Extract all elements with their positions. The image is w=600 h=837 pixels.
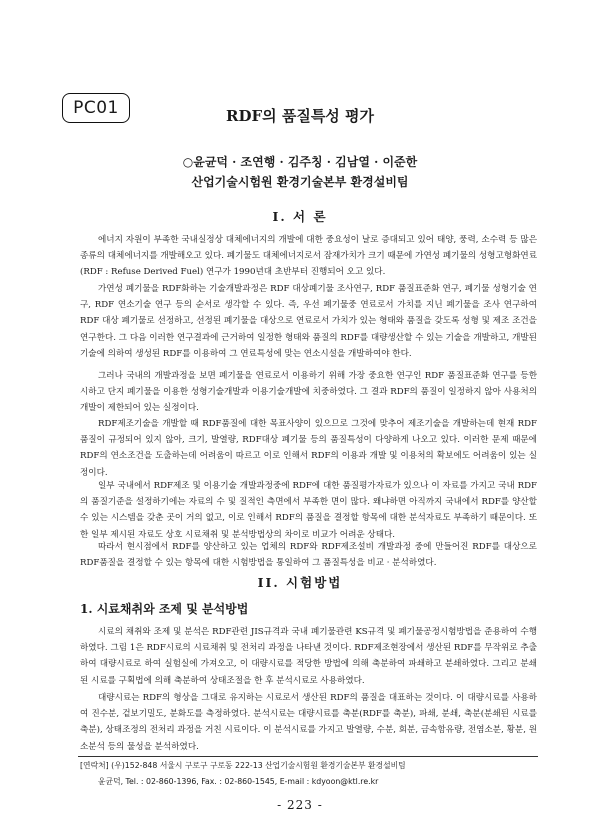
methods-paragraph: 대량시료는 RDF의 형상을 그대로 유지하는 시료로서 생산된 RDF의 품질을 대표하는 것이다. 이 대량시료를 사용하여 진수분, 겉보기밀도, 분화도를 측정하였다. 분석시료는 대량시료를 축분(RDF를 축분), 파쇄, 분쇄, 축분(분쇄된 시료를 축분), 상태조정의 전처리 과정을 거친 시료이다. 이 분석시료를 가지고 발열량, 수분, 회분, 금속함유량, 전염소분, 황분, 원소분석 등의 물성을 분석하였다.	[80, 693, 537, 752]
intro-paragraph: 가연성 폐기물을 RDF화하는 기술개발과정은 RDF 대상폐기물 조사연구, RDF 품질표준화 연구, 폐기물 성형기술 연구, RDF 연소기술 연구 등의 순서로 생각할 수 있다. 즉, 우선 폐기물중 연료로서 가치를 지닌 폐기물을 조사 연구하여 RDF 대상 폐기물로 선정하고, 선정된 폐기물을 대상으로 연료로서 가치가 있는 형태와 품질을 갖도록 성형 및 제조 조건을 연구한다. 그 다음 이러한 연구결과에 근거하여 일정한 형태와 품질의 RDF를 대량생산할 수 있는 기술을 개발하고, 개발된 기술에 의하여 생성된 RDF를 이용하여 그 연료특성에 맞는 연소시설을 개발하여야 한다.	[80, 284, 537, 359]
page-number: - 223 -	[277, 798, 323, 812]
paper-code-box: PC01	[62, 93, 130, 123]
footer-contact: [연락처] (우)152-848 서울시 구로구 구로동 222-13 산업기술시험원 환경기술본부 환경설비팀	[80, 761, 406, 770]
paper-title: RDF의 품질특성 평가	[226, 107, 374, 125]
author-list: ○윤균덕 · 조연행 · 김주칭 · 김남열 · 이준한	[182, 155, 418, 169]
intro-paragraph: 일부 국내에서 RDF제조 및 이용기술 개발과정중에 RDF에 대한 품질평가자료가 있으나 이 자료를 가지고 국내 RDF의 품질기준을 설정하기에는 자료의 수 및 질적인 측면에서 부족한 면이 많다. 왜냐하면 아직까지 국내에서 RDF를 양산할 수 있는 시스템을 갖춘 곳이 거의 없고, 이로 인해서 RDF의 품질을 결정할 항목에 대한 분석자료도 부족하기 때문이다. 또한 일부 제시된 자료도 상호 시료채취 및 분석방법상의 차이로 비교가 어려운 상태다.	[80, 481, 537, 540]
section-heading-introduction: I. 서 론	[272, 209, 328, 224]
footer-contact-details: 윤균덕, Tel. : 02-860-1396, Fax. : 02-860-1545, E-mail : kdyoon@ktl.re.kr	[98, 777, 379, 786]
section-heading-methods: II. 시험방법	[257, 575, 343, 590]
intro-paragraph: 그러나 국내의 개발과정을 보면 폐기물을 연료로서 이용하기 위해 가장 중요한 연구인 RDF 품질표준화 연구를 등한시하고 단지 폐기물을 이용한 성형기술개발과 이용기술개발에 치중하였다. 그 결과 RDF의 품질이 일정하지 않아 사용처의 개발이 제한되어 있는 실정이다.	[80, 371, 537, 414]
intro-paragraph: RDF제조기술을 개발할 때 RDF품질에 대한 목표사양이 있으므로 그것에 맞추어 제조기술을 개발하는데 현재 RDF 품질이 규정되어 있지 않아, 크기, 발열량, RDF대상 폐기물 등의 품질특성이 다양하게 나오고 있다. 이러한 문제 때문에 RDF의 연소조건을 도출하는데 어려움이 따르고 이로 인해서 RDF의 이용과 개발 및 이용처의 확보에도 어려움이 있는 실정이다.	[80, 419, 537, 478]
intro-paragraph: 따라서 현시점에서 RDF를 양산하고 있는 업체의 RDF와 RDF제조설비 개발과정 중에 만들어진 RDF를 대상으로 RDF품질을 결정할 수 있는 항목에 대한 시험방법을 통일하여 그 품질특성을 비교 · 분석하였다.	[80, 542, 537, 569]
methods-paragraph: 시료의 채취와 조제 및 분석은 RDF관련 JIS규격과 국내 폐기물관련 KS규격 및 폐기물공정시험방법을 준용하여 수행하였다. 그림 1은 RDF시료의 시료채취 및 전처리 과정을 나타낸 것이다. RDF제조현장에서 생산된 RDF를 무작위로 추출하여 대량시료로 하여 실험실에 가져오고, 이 대량시료를 적당한 방법에 의해 축분하여 파쇄하고 분쇄하였다. 그리고 분쇄된 시료를 구획법에 의해 축분하여 상태조절을 한 후 분석시료로 사용하였다.	[80, 627, 537, 686]
author-affiliation: 산업기술시험원 환경기술본부 환경설비팀	[191, 175, 409, 189]
subsection-heading: 1. 시료채취와 조제 및 분석방법	[80, 602, 249, 616]
footer-divider	[78, 756, 538, 757]
intro-paragraph: 에너지 자원이 부족한 국내실정상 대체에너지의 개발에 대한 중요성이 날로 증대되고 있어 태양, 풍력, 소수력 등 많은 종류의 대체에너지를 개발해오고 있다. 폐기물도 대체에너지로서 잠재가치가 크기 때문에 가연성 폐기물의 성형고형화연료(RDF : Refuse Derived Fuel) 연구가 1990년대 초반부터 진행되어 오고 있다.	[80, 235, 537, 278]
